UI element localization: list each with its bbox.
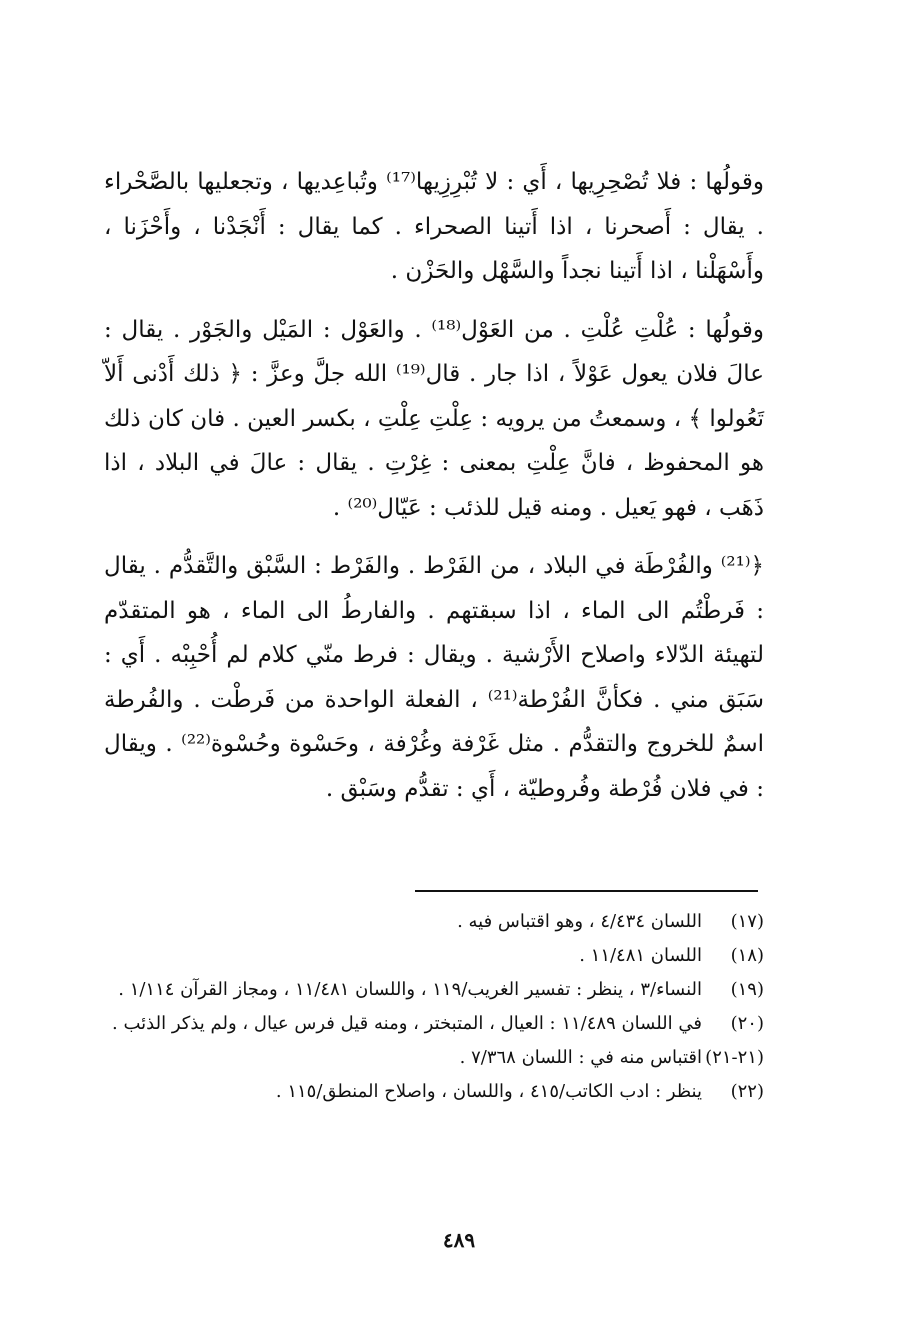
paragraph-2: وقولُها : عُلْتِ عُلْتِ . من العَوْل⁽¹⁸⁾ . والعَوْل : المَيْل والجَوْر . يقال : عالَ فلان يعول عَوْلاً ، اذا جار . قال⁽¹⁹⁾ الله جلَّ وعزَّ : ﴿ ذلك أَدْنى أَلاّ تَعُولوا ﴾ ، وسمعتُ من يرويه : عِلْتِ عِلْتِ ، بكسر العين . فان كان ذلك هو المحفوظ ، فانَّ عِلْتِ بمعنى : غِرْتِ . يقال : عالَ في البلاد ، اذا ذَهَب ، فهو يَعيل . ومنه قيل للذئب : عَيّال⁽²⁰⁾ . bbox=[104, 316, 764, 521]
body-text bbox=[104, 160, 764, 825]
footnote-18 bbox=[104, 942, 764, 970]
footnote-text: اللسان ١١/٤٨١ . bbox=[579, 945, 702, 966]
footnote-22 bbox=[104, 1078, 764, 1106]
footnote-17 bbox=[104, 908, 764, 936]
footnotes bbox=[104, 908, 764, 1112]
footnote-text: اللسان ٤/٤٣٤ ، وهو اقتباس فيه . bbox=[457, 911, 702, 932]
footnote-text: اقتباس منه في : اللسان ٧/٣٦٨ . bbox=[459, 1047, 702, 1068]
footnote-number: (٢٠) bbox=[730, 1013, 764, 1034]
footnote-text: النساء/٣ ، ينظر : تفسير الغريب/١١٩ ، واللسان ١١/٤٨١ ، ومجاز القرآن ١/١١٤ . bbox=[118, 979, 702, 1000]
paragraph-3: ﴿⁽²¹⁾ والفُرْطَة في البلاد ، من الفَرْط . والفَرْط : السَّبْق والتَّقدُّم . يقال : فَرطْتُم الى الماء ، اذا سبقتهم . والفارطُ الى الماء ، هو المتقدّم لتهيئة الدّلاء واصلاح الأَرْشية . ويقال : فرط منّي كلام لم أُحْبِبْه . أَي : سَبَق مني . فكأنَّ الفُرْطة⁽²¹⁾ ، الفعلة الواحدة من فَرطْت . والفُرطة اسمٌ للخروج والتقدُّم . مثل غَرْفة وغُرْفة ، وحَسْوة وحُسْوة⁽²²⁾ . ويقال : في فلان فُرْطة وفُروطيّة ، أَي : تقدُّم وسَبْق . bbox=[104, 553, 765, 802]
footnote-20 bbox=[104, 1010, 764, 1038]
footnote-divider bbox=[415, 890, 758, 892]
footnote-19 bbox=[104, 976, 764, 1004]
footnote-number: (٢١-٢١) bbox=[705, 1047, 764, 1068]
footnote-text: ينظر : ادب الكاتب/٤١٥ ، واللسان ، واصلاح المنطق/١١٥ . bbox=[275, 1081, 702, 1102]
footnote-21 bbox=[104, 1044, 764, 1072]
paragraph-1: وقولُها : فلا تُصْحِرِيها ، أَي : لا تُبْرِزِيها⁽¹⁷⁾ وتُباعِديها ، وتجعليها بالصَّحْراء . يقال : أَصحرنا ، اذا أَتينا الصحراء . كما يقال : أَنْجَدْنا ، وأَحْزَنا ، وأَسْهَلْنا ، اذا أَتينا نجداً والسَّهْل والحَزْن . bbox=[104, 169, 764, 284]
footnote-text: في اللسان ١١/٤٨٩ : العيال ، المتبختر ، ومنه قيل فرس عيال ، ولم يذكر الذئب . bbox=[112, 1013, 702, 1034]
footnote-number: (٢٢) bbox=[730, 1081, 764, 1102]
page-number: ٤٨٩ bbox=[442, 1228, 476, 1252]
footnote-number: (١٩) bbox=[730, 979, 764, 1000]
footnote-number: (١٨) bbox=[730, 945, 764, 966]
footnote-number: (١٧) bbox=[730, 911, 764, 932]
